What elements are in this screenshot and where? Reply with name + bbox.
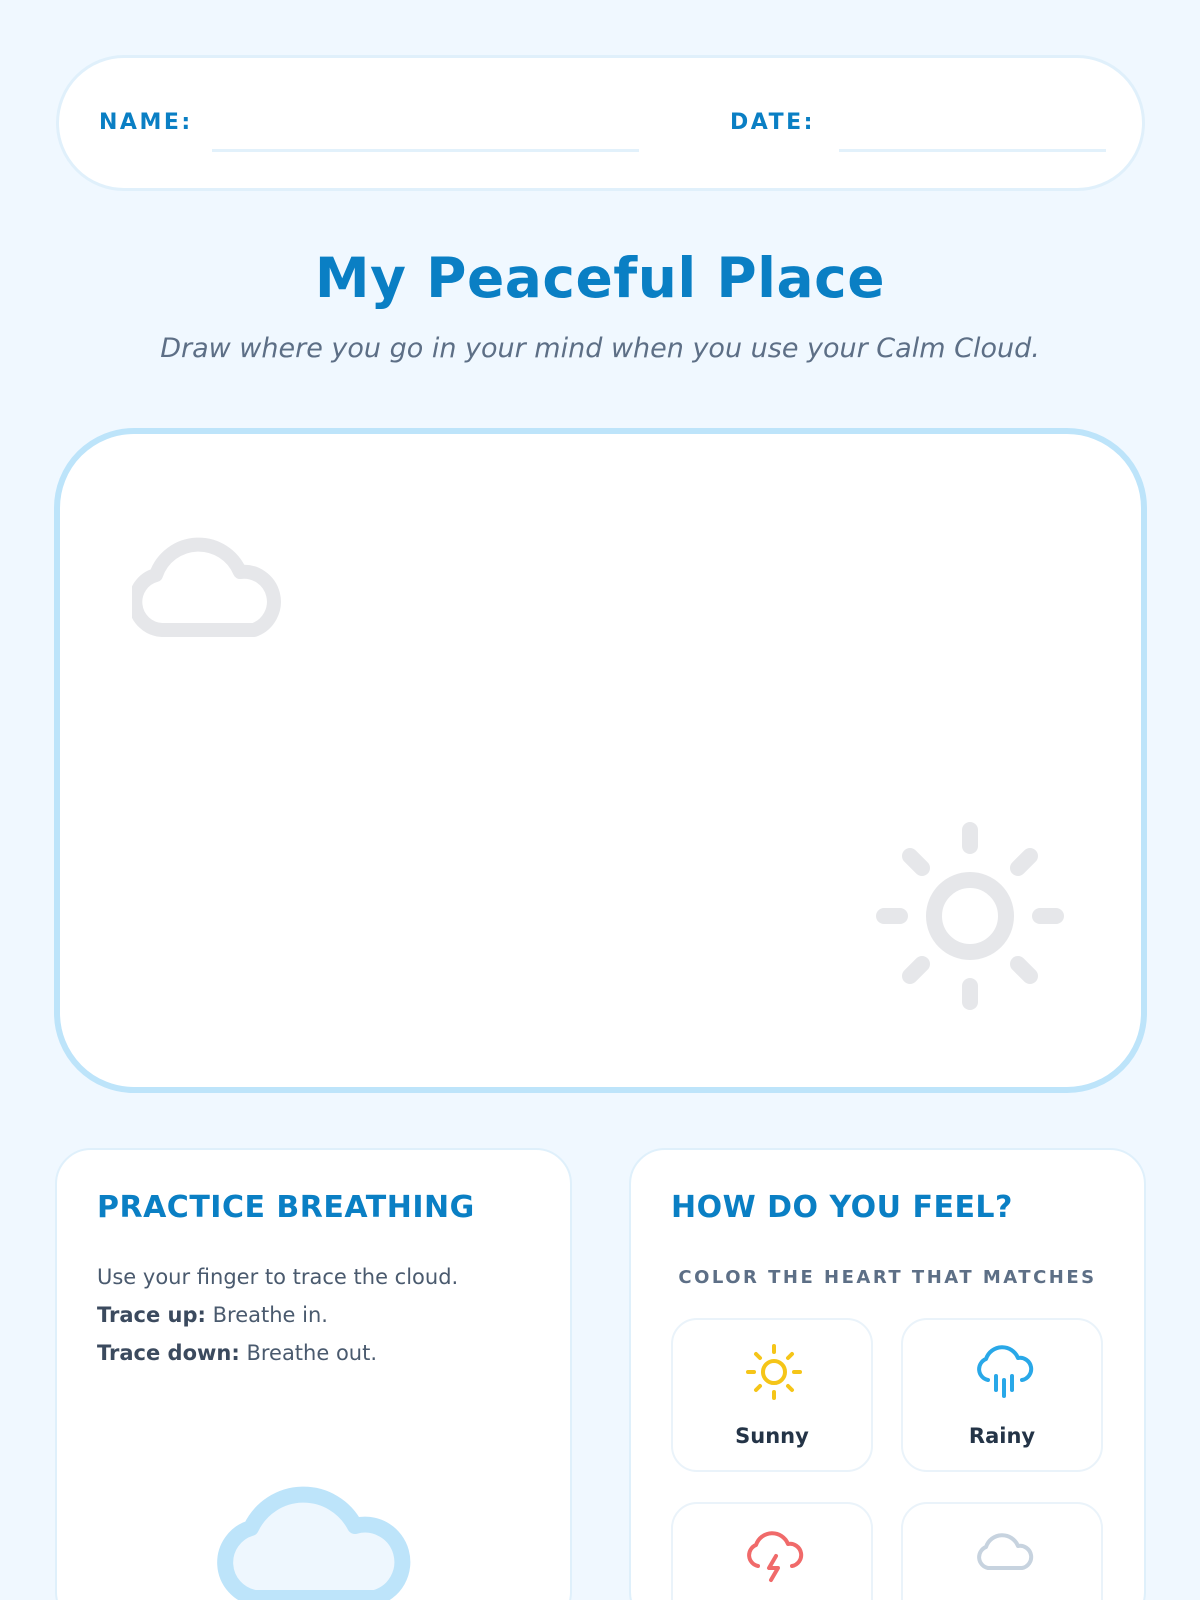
name-field[interactable] bbox=[212, 149, 639, 152]
trace-up-text: Breathe in. bbox=[205, 1303, 328, 1327]
trace-up-instruction bbox=[97, 1303, 328, 1327]
storm-cloud-icon bbox=[742, 1524, 806, 1588]
breathing-instruction: Use your finger to trace the cloud. bbox=[97, 1265, 459, 1289]
name-label: NAME: bbox=[99, 110, 193, 135]
trace-down-instruction bbox=[97, 1341, 377, 1365]
breathing-title: PRACTICE BREATHING bbox=[97, 1190, 475, 1225]
breathing-card bbox=[55, 1148, 572, 1600]
mood-label: Sunny bbox=[735, 1424, 809, 1448]
drawing-area[interactable] bbox=[54, 428, 1147, 1093]
mood-rainy[interactable] bbox=[901, 1318, 1103, 1472]
page-title: My Peaceful Place bbox=[314, 246, 886, 310]
page-subtitle: Draw where you go in your mind when you use your Calm Cloud. bbox=[160, 333, 1040, 364]
cloud-icon bbox=[972, 1524, 1036, 1588]
mood-stormy[interactable] bbox=[671, 1502, 873, 1600]
sun-icon bbox=[742, 1340, 806, 1404]
sun-icon bbox=[870, 816, 1070, 1016]
trace-down-label: Trace down: bbox=[97, 1341, 240, 1365]
cloud-icon bbox=[132, 530, 284, 640]
feelings-subtitle: COLOR THE HEART THAT MATCHES bbox=[678, 1267, 1097, 1288]
trace-up-label: Trace up: bbox=[97, 1303, 206, 1327]
feelings-card bbox=[629, 1148, 1146, 1600]
trace-down-text: Breathe out. bbox=[239, 1341, 378, 1365]
date-field[interactable] bbox=[839, 149, 1106, 152]
date-label: DATE: bbox=[730, 110, 815, 135]
mood-sunny[interactable] bbox=[671, 1318, 873, 1472]
mood-cloudy[interactable] bbox=[901, 1502, 1103, 1600]
trace-cloud-icon[interactable] bbox=[215, 1460, 415, 1600]
mood-label: Rainy bbox=[968, 1424, 1036, 1448]
name-date-header bbox=[56, 55, 1145, 191]
rain-cloud-icon bbox=[972, 1340, 1036, 1404]
feelings-title: HOW DO YOU FEEL? bbox=[671, 1190, 1013, 1225]
